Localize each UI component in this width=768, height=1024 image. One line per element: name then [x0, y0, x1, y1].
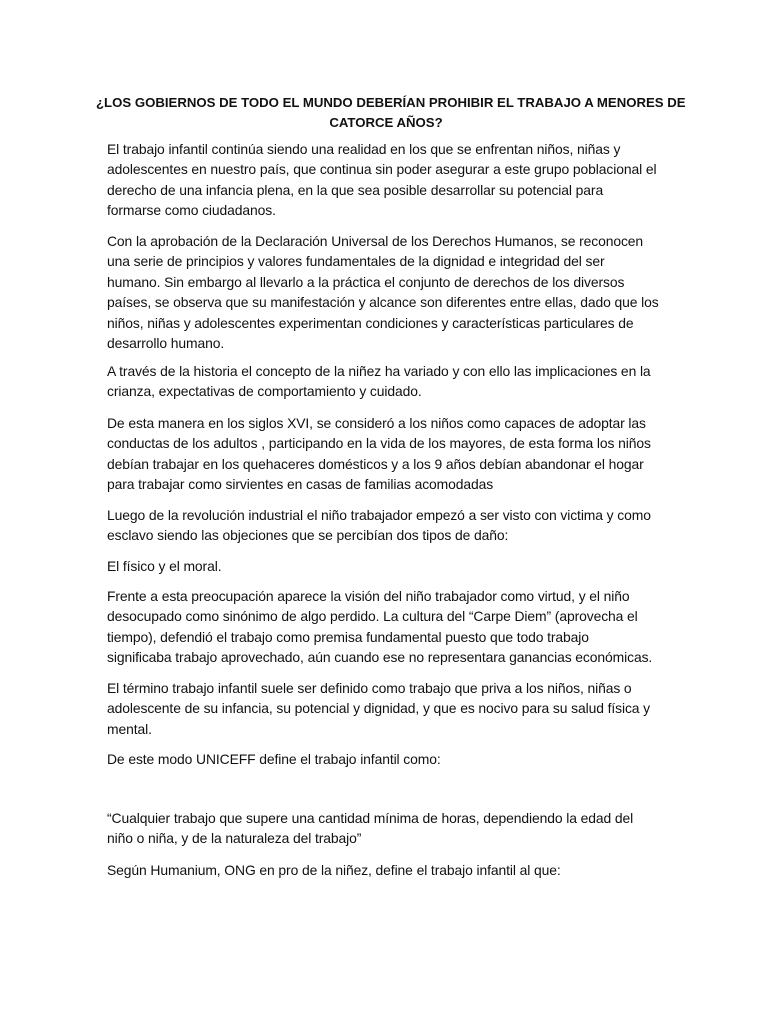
text-line: Luego de la revolución industrial el niño trabajador empezó a ser visto con victima y como [107, 507, 651, 523]
document-title [96, 93, 686, 133]
paragraph-definition [107, 678, 655, 739]
text-line: adolescente de su infancia, su potencial y dignidad, y que es nocivo para su salud física y [107, 700, 651, 717]
paragraph-industrial-revolution [107, 505, 655, 546]
text-line: adolescentes en nuestro país, que continua sin poder asegurar a este grupo poblacional el [107, 161, 657, 178]
text-line: para trabajar como sirvientes en casas de familias acomodadas [107, 476, 494, 493]
text-line: mental. [107, 720, 152, 737]
text-line: países, se observa que su manifestación y alcance son diferentes entre ellas, dado que los [107, 294, 659, 311]
text-line: Según Humanium, ONG en pro de la niñez, define el trabajo infantil al que: [107, 862, 561, 878]
text-line: De esta manera en los siglos XVI, se consideró a los niños como capaces de adoptar las [107, 415, 646, 431]
text-line: El término trabajo infantil suele ser definido como trabajo que priva a los niños, niñas o [107, 680, 632, 696]
text-line: una serie de principios y valores fundamentales de la dignidad e integridad del ser [107, 253, 605, 270]
text-line: significaba trabajo aprovechado, aún cuando ese no representara ganancias económicas. [107, 649, 653, 666]
text-line: niño o niña, y de la naturaleza del trabajo” [107, 830, 362, 847]
text-line: niños, niñas y adolescentes experimentan condiciones y características particulares de [107, 314, 634, 331]
paragraph-unicef-quote [107, 808, 655, 849]
text-line: De este modo UNICEFF define el trabajo infantil como: [107, 751, 441, 767]
text-line: “Cualquier trabajo que supere una cantidad mínima de horas, dependiendo la edad del [107, 810, 634, 826]
text-line: A través de la historia el concepto de la niñez ha variado y con ello las implicaciones en la [107, 363, 651, 379]
paragraph-physical-moral [107, 556, 655, 576]
text-line: El trabajo infantil continúa siendo una realidad en los que se enfrentan niños, niñas y [107, 141, 621, 157]
text-line: debían trabajar en los quehaceres domésticos y a los 9 años debían abandonar el hogar [107, 455, 644, 472]
text-line: crianza, expectativas de comportamiento y cuidado. [107, 383, 422, 400]
paragraph-humanium [107, 860, 655, 880]
text-line: formarse como ciudadanos. [107, 202, 276, 219]
text-line: Frente a esta preocupación aparece la visión del niño trabajador como virtud, y el niño [107, 588, 630, 604]
text-line: Con la aprobación de la Declaración Universal de los Derechos Humanos, se reconocen [107, 233, 644, 249]
text-line: derecho de una infancia plena, en la que sea posible desarrollar su potencial para [107, 181, 604, 198]
paragraph-carpe-diem [107, 586, 655, 668]
paragraph-history [107, 361, 655, 402]
text-line: tiempo), defendió el trabajo como premisa fundamental puesto que todo trabajo [107, 628, 589, 645]
paragraph-xvi-century [107, 413, 655, 495]
paragraph-unicef-intro [107, 749, 655, 769]
text-line: El físico y el moral. [107, 558, 222, 574]
text-line: desocupado como sinónimo de algo perdido. La cultura del “Carpe Diem” (aprovecha el [107, 608, 638, 625]
text-line: desarrollo humano. [107, 335, 225, 352]
text-line: conductas de los adultos , participando en la vida de los mayores, de esta forma los niños [107, 435, 651, 452]
text-line: esclavo siendo las objeciones que se percibían dos tipos de daño: [107, 527, 509, 544]
title-line: CATORCE AÑOS? [329, 115, 443, 130]
paragraph-human-rights [107, 231, 659, 353]
paragraph-child-labor-reality [107, 139, 655, 221]
text-line: humano. Sin embargo al llevarlo a la práctica el conjunto de derechos de los diversos [107, 273, 625, 290]
title-line: ¿LOS GOBIERNOS DE TODO EL MUNDO DEBERÍAN PROHIBIR EL TRABAJO A MENORES DE [96, 95, 686, 110]
